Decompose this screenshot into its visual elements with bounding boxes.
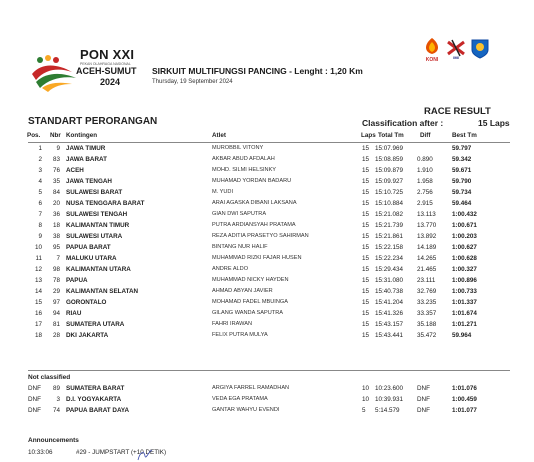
- laps-cell: 15: [362, 145, 370, 152]
- laps-cell: 5: [362, 407, 366, 414]
- pos-cell: 2: [38, 156, 42, 163]
- kontingen-cell: D.I. YOGYAKARTA: [66, 396, 122, 403]
- atlet-cell: AKBAR ABUD AFDALAH: [212, 156, 275, 162]
- best-time-cell: 1:01.076: [452, 385, 477, 392]
- total-time-cell: 15:08.859: [375, 156, 404, 163]
- pos-cell: 11: [35, 255, 42, 262]
- pos-cell: 13: [34, 277, 42, 284]
- shield-logo: [470, 38, 490, 60]
- col-total: Total Tm: [378, 132, 404, 139]
- diff-cell: 14.189: [417, 244, 437, 251]
- table-row: [0, 407, 534, 417]
- event-host: ACEH-SUMUT: [76, 66, 137, 76]
- total-time-cell: 15:10.884: [375, 200, 404, 207]
- table-row: [0, 321, 534, 331]
- kontingen-cell: NUSA TENGGARA BARAT: [66, 200, 145, 207]
- event-title: PON XXI: [80, 47, 135, 62]
- status-cell: DNF: [28, 385, 41, 392]
- atlet-cell: ARGIYA FARREL RAMADHAN: [212, 385, 290, 391]
- col-best: Best Tm: [452, 132, 477, 139]
- table-row: [0, 255, 534, 265]
- pos-cell: 10: [34, 244, 42, 251]
- laps-cell: 15: [362, 310, 370, 317]
- kontingen-cell: SUMATERA BARAT: [66, 385, 125, 392]
- diff-cell: 33.357: [417, 310, 437, 317]
- atlet-cell: VEDA EGA PRATAMA: [212, 396, 268, 402]
- laps-cell: 15: [362, 156, 370, 163]
- nbr-cell: 78: [52, 277, 60, 284]
- best-time-cell: 59.734: [452, 189, 472, 196]
- kontingen-cell: SULAWESI TENGAH: [66, 211, 128, 218]
- total-time-cell: 15:09.879: [375, 167, 404, 174]
- kontingen-cell: KALIMANTAN TIMUR: [66, 222, 130, 229]
- atlet-cell: AHMAD ABYAN JAVIER: [212, 288, 273, 294]
- table-row: [0, 200, 534, 210]
- table-row: [0, 211, 534, 221]
- total-time-cell: 15:29.434: [375, 266, 404, 273]
- pos-cell: 16: [34, 310, 42, 317]
- best-time-cell: 1:00.327: [452, 266, 477, 273]
- atlet-cell: MUHAMMAD NICKY HAYDEN: [212, 277, 289, 283]
- diff-cell: 2.915: [417, 200, 433, 207]
- imi-logo: [446, 38, 466, 60]
- nbr-cell: 29: [52, 288, 60, 295]
- total-time-cell: 15:43.157: [375, 321, 404, 328]
- best-time-cell: 59.342: [452, 156, 472, 163]
- status-cell: DNF: [28, 407, 41, 414]
- table-row: [0, 178, 534, 188]
- table-row: [0, 222, 534, 232]
- best-time-cell: 1:00.628: [452, 255, 477, 262]
- nbr-cell: 36: [52, 211, 60, 218]
- total-time-cell: 10:39.931: [375, 396, 404, 403]
- diff-cell: 13.113: [417, 211, 436, 218]
- diff-cell: 14.265: [417, 255, 437, 262]
- nbr-cell: 94: [52, 310, 60, 317]
- nbr-cell: 83: [52, 156, 60, 163]
- pos-cell: 6: [38, 200, 42, 207]
- best-time-cell: 59.790: [452, 178, 472, 185]
- header-divider: [28, 142, 510, 143]
- pos-cell: 17: [34, 321, 42, 328]
- kontingen-cell: KALIMANTAN UTARA: [66, 266, 131, 273]
- atlet-cell: MOHAMAD FADEL MBUINGA: [212, 299, 288, 305]
- diff-cell: 1.910: [417, 167, 433, 174]
- nbr-cell: 84: [52, 189, 60, 196]
- atlet-cell: FAHRI IRAWAN: [212, 321, 252, 327]
- total-time-cell: 15:31.080: [375, 277, 404, 284]
- kontingen-cell: PAPUA BARAT: [66, 244, 111, 251]
- laps-cell: 15: [362, 299, 370, 306]
- col-laps: Laps: [361, 132, 376, 139]
- atlet-cell: MUROBBIL VITONY: [212, 145, 264, 151]
- kontingen-cell: JAWA TIMUR: [66, 145, 106, 152]
- table-row: [0, 299, 534, 309]
- pon-logo: [28, 52, 80, 92]
- best-time-cell: 59.964: [452, 332, 472, 339]
- nbr-cell: 18: [52, 222, 60, 229]
- atlet-cell: M. YUDI: [212, 189, 234, 195]
- best-time-cell: 1:00.459: [452, 396, 477, 403]
- pos-cell: 7: [38, 211, 42, 218]
- col-nbr: Nbr: [50, 132, 61, 139]
- laps-cell: 15: [362, 189, 370, 196]
- kontingen-cell: PAPUA: [66, 277, 88, 284]
- diff-cell: 23.111: [417, 277, 436, 284]
- table-row: [0, 332, 534, 342]
- nbr-cell: 3: [56, 396, 60, 403]
- koni-logo: [420, 36, 444, 62]
- table-row: [0, 385, 534, 395]
- kontingen-cell: MALUKU UTARA: [66, 255, 117, 262]
- diff-cell: 32.769: [417, 288, 437, 295]
- atlet-cell: BINTANG NUR HALIF: [212, 244, 268, 250]
- total-time-cell: 15:22.158: [375, 244, 404, 251]
- best-time-cell: 1:00.671: [452, 222, 477, 229]
- atlet-cell: PUTRA ARDIANSYAH PRATAMA: [212, 222, 296, 228]
- kontingen-cell: JAWA BARAT: [66, 156, 107, 163]
- diff-cell: 21.465: [417, 266, 437, 273]
- nc-divider: [28, 370, 510, 371]
- total-time-cell: 10:23.600: [375, 385, 404, 392]
- kontingen-cell: PAPUA BARAT DAYA: [66, 407, 130, 414]
- nbr-cell: 38: [52, 233, 60, 240]
- laps-cell: 15: [362, 178, 370, 185]
- nbr-cell: 98: [52, 266, 60, 273]
- total-time-cell: 15:09.927: [375, 178, 404, 185]
- atlet-cell: ANDRE ALDO: [212, 266, 249, 272]
- best-time-cell: 1:00.733: [452, 288, 477, 295]
- laps-cell: 15: [362, 233, 370, 240]
- total-time-cell: 15:41.326: [375, 310, 404, 317]
- kontingen-cell: SUMATERA UTARA: [66, 321, 125, 328]
- atlet-cell: MUHAMMAD RIZKI FAJAR HUSEN: [212, 255, 302, 261]
- nbr-cell: 9: [56, 145, 60, 152]
- pos-cell: 14: [34, 288, 42, 295]
- circuit-name: SIRKUIT MULTIFUNGSI PANCING - Lenght : 1,20 Km: [152, 66, 363, 76]
- total-time-cell: 15:43.441: [375, 332, 404, 339]
- total-time-cell: 15:21.861: [375, 233, 404, 240]
- nbr-cell: 74: [52, 407, 60, 414]
- laps-cell: 15: [362, 266, 370, 273]
- total-time-cell: 15:21.739: [375, 222, 404, 229]
- col-atlet: Atlet: [212, 132, 226, 139]
- total-time-cell: 15:22.234: [375, 255, 404, 262]
- nbr-cell: 89: [52, 385, 60, 392]
- best-time-cell: 59.671: [452, 167, 472, 174]
- table-row: [0, 167, 534, 177]
- best-time-cell: 1:01.077: [452, 407, 477, 414]
- pos-cell: 12: [34, 266, 42, 273]
- diff-cell: 13.770: [417, 222, 437, 229]
- col-diff: Diff: [420, 132, 431, 139]
- table-row: [0, 310, 534, 320]
- total-time-cell: 15:41.204: [375, 299, 404, 306]
- atlet-cell: GANTAR WAHYU EVENDI: [212, 407, 280, 413]
- col-kontingen: Kontingen: [66, 132, 98, 139]
- atlet-cell: MUHAMAD YORDAN BADARU: [212, 178, 292, 184]
- diff-cell: 35.472: [417, 332, 437, 339]
- col-pos: Pos.: [27, 132, 41, 139]
- laps-cell: 15: [362, 167, 370, 174]
- table-row: [0, 244, 534, 254]
- kontingen-cell: SULAWESI BARAT: [66, 189, 123, 196]
- best-time-cell: 1:00.432: [452, 211, 477, 218]
- best-time-cell: 1:00.203: [452, 233, 477, 240]
- nbr-cell: 35: [52, 178, 60, 185]
- total-time-cell: 5:14.579: [375, 407, 400, 414]
- diff-cell: 1.958: [417, 178, 433, 185]
- best-time-cell: 1:01.674: [452, 310, 477, 317]
- laps-cell: 15: [362, 277, 370, 284]
- kontingen-cell: GORONTALO: [66, 299, 107, 306]
- pos-cell: 5: [38, 189, 42, 196]
- nbr-cell: 7: [56, 255, 60, 262]
- announcements-title: Announcements: [28, 437, 79, 444]
- diff-cell: 33.235: [417, 299, 437, 306]
- laps-cell: 15: [362, 244, 370, 251]
- race-result-title: RACE RESULT: [424, 106, 491, 117]
- not-classified-title: Not classified: [28, 374, 71, 381]
- event-subtitle: PEKAN OLAHRAGA NASIONAL: [80, 62, 131, 66]
- laps-cell: 15: [362, 211, 370, 218]
- total-time-cell: 15:10.725: [375, 189, 404, 196]
- total-time-cell: 15:21.082: [375, 211, 404, 218]
- pos-cell: 3: [38, 167, 42, 174]
- diff-cell: DNF: [417, 396, 430, 403]
- laps-cell: 15: [362, 332, 370, 339]
- table-row: [0, 233, 534, 243]
- signature-mark: [136, 448, 156, 462]
- diff-cell: 35.188: [417, 321, 437, 328]
- table-row: [0, 396, 534, 406]
- table-row: [0, 277, 534, 287]
- table-row: [0, 189, 534, 199]
- table-row: [0, 145, 534, 155]
- nbr-cell: 95: [52, 244, 60, 251]
- kontingen-cell: KALIMANTAN SELATAN: [66, 288, 139, 295]
- laps-cell: 15: [362, 321, 370, 328]
- pos-cell: 4: [38, 178, 42, 185]
- best-time-cell: 1:01.337: [452, 299, 477, 306]
- nbr-cell: 76: [52, 167, 60, 174]
- pos-cell: 8: [38, 222, 42, 229]
- best-time-cell: 1:00.896: [452, 277, 477, 284]
- classification-laps: 15 Laps: [478, 118, 510, 128]
- kontingen-cell: SULAWESI UTARA: [66, 233, 123, 240]
- diff-cell: DNF: [417, 407, 430, 414]
- nbr-cell: 97: [52, 299, 60, 306]
- laps-cell: 10: [362, 396, 370, 403]
- pos-cell: 15: [34, 299, 42, 306]
- koni-logo-text: KONI: [425, 57, 439, 62]
- laps-cell: 15: [362, 288, 370, 295]
- atlet-cell: FELIX PUTRA MULYA: [212, 332, 268, 338]
- laps-cell: 15: [362, 222, 370, 229]
- nbr-cell: 28: [52, 332, 60, 339]
- kontingen-cell: DKI JAKARTA: [66, 332, 109, 339]
- diff-cell: DNF: [417, 385, 430, 392]
- total-time-cell: 15:40.738: [375, 288, 404, 295]
- announcement-text: #29 - JUMPSTART (+10 DETIK): [76, 449, 167, 456]
- pos-cell: 1: [38, 145, 42, 152]
- total-time-cell: 15:07.969: [375, 145, 404, 152]
- event-date: Thursday, 19 September 2024: [152, 79, 233, 85]
- best-time-cell: 1:00.627: [452, 244, 477, 251]
- pos-cell: 18: [34, 332, 42, 339]
- nbr-cell: 20: [52, 200, 60, 207]
- nbr-cell: 81: [52, 321, 60, 328]
- imi-logo-text: IMI: [453, 55, 459, 60]
- table-row: [0, 288, 534, 298]
- atlet-cell: REZA ADITIA PRASETYO SAHIRMAN: [212, 233, 309, 239]
- atlet-cell: ARAI AGASKA DIBANI LAKSANA: [212, 200, 297, 206]
- announcement-time: 10:33:06: [28, 449, 53, 456]
- atlet-cell: GIAN DWI SAPUTRA: [212, 211, 267, 217]
- status-cell: DNF: [28, 396, 41, 403]
- table-row: [0, 156, 534, 166]
- best-time-cell: 59.464: [452, 200, 472, 207]
- table-row: [0, 266, 534, 276]
- laps-cell: 10: [362, 385, 370, 392]
- classification-label: Classification after :: [362, 118, 444, 128]
- laps-cell: 15: [362, 200, 370, 207]
- atlet-cell: GILANG WANDA SAPUTRA: [212, 310, 283, 316]
- report-title: STANDART PERORANGAN: [28, 116, 158, 127]
- pos-cell: 9: [38, 233, 42, 240]
- kontingen-cell: ACEH: [66, 167, 84, 174]
- best-time-cell: 59.797: [452, 145, 472, 152]
- best-time-cell: 1:01.271: [452, 321, 477, 328]
- laps-cell: 15: [362, 255, 370, 262]
- diff-cell: 2.756: [417, 189, 433, 196]
- kontingen-cell: JAWA TENGAH: [66, 178, 112, 185]
- diff-cell: 13.892: [417, 233, 437, 240]
- event-year: 2024: [100, 77, 121, 87]
- diff-cell: 0.890: [417, 156, 433, 163]
- atlet-cell: MOHD. SILMI HELSINKY: [212, 167, 277, 173]
- kontingen-cell: RIAU: [66, 310, 82, 317]
